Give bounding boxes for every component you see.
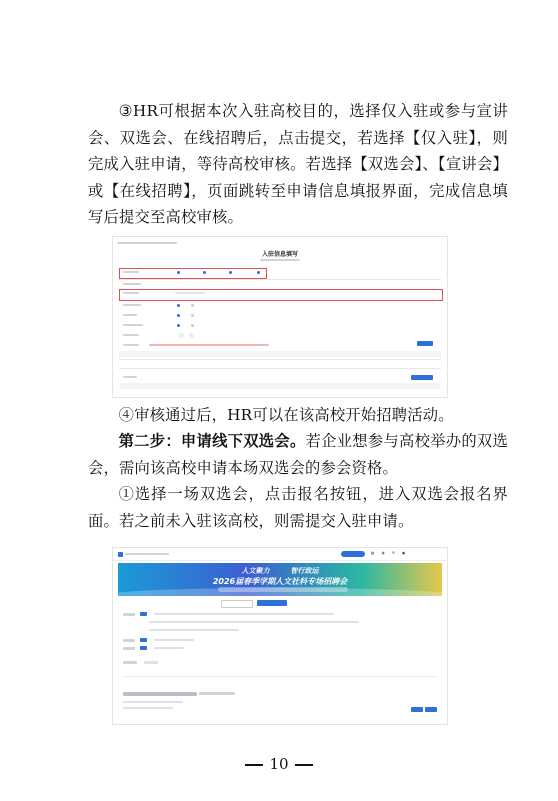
radio-icon[interactable]	[177, 271, 180, 274]
row-field-1	[119, 280, 441, 289]
banner-slogan: 人文聚力 智行致远	[241, 567, 319, 575]
add-participant-button[interactable]	[411, 375, 433, 380]
radio-icon[interactable]	[229, 271, 232, 274]
form-title: 入驻信息填写	[261, 251, 298, 258]
paragraph-step4-text: ④审核通过后，HR可以在该高校开始招聘活动。	[118, 406, 454, 424]
row-purpose	[119, 268, 441, 277]
tab-1[interactable]	[221, 600, 253, 608]
filter-row-3	[123, 628, 437, 633]
avatar[interactable]: ●	[402, 551, 406, 555]
top-bar	[113, 548, 447, 561]
paragraph-step4	[88, 402, 508, 429]
form-subtitle	[113, 258, 447, 262]
row-upload	[119, 331, 441, 340]
register-button[interactable]	[411, 707, 423, 712]
row-note	[119, 341, 441, 350]
message-icon[interactable]: ✉	[391, 551, 395, 555]
paragraph-step3	[88, 98, 508, 231]
breadcrumb	[117, 240, 177, 245]
radio-icon[interactable]	[203, 271, 206, 274]
grid-icon[interactable]: ▦	[371, 551, 375, 555]
paragraph-second-step-text	[88, 428, 508, 481]
detail-button[interactable]	[425, 707, 437, 712]
radio-icon[interactable]	[257, 271, 260, 274]
filter-row-4	[123, 638, 437, 643]
header-icons	[371, 551, 405, 555]
add-button[interactable]	[417, 341, 433, 346]
row-radio-2	[119, 311, 441, 320]
list-tabs	[123, 660, 437, 665]
paragraph-select-fair-text: ①选择一场双选会，点击报名按钮，进入双选会报名界面。若之前未入驻该高校，则需提交入驻申请。	[88, 485, 508, 530]
second-step-heading: 第二步：申请线下双选会。	[118, 432, 306, 450]
second-step-body: 若企业想参与高校举办的双选会，需向该高校申请本场双选会的参会资格。	[88, 432, 508, 477]
fair-list-item[interactable]	[123, 676, 437, 719]
table-header	[119, 351, 441, 357]
site-logo	[118, 551, 169, 557]
paragraph-step3-text: ③HR可根据本次入驻高校目的，选择仅入驻或参与宣讲会、双选会、在线招聘后，点击提交，若选择【仅入驻】，则完成入驻申请，等待高校审核。若选择【双选会】、【宣讲会】或【在线招聘】，页面跳转至申请信息填报界面，完成信息填写后提交至高校审核。	[88, 102, 508, 226]
banner-subbar	[218, 587, 348, 592]
tab-2[interactable]	[257, 600, 287, 606]
filter-row-5	[123, 646, 437, 651]
row-radio-1	[119, 301, 441, 310]
paragraph-select-fair	[88, 481, 508, 534]
status-pill[interactable]	[341, 551, 365, 557]
screenshot-job-fair	[112, 547, 448, 725]
paragraph-second-step	[88, 428, 508, 481]
row-participants	[119, 373, 441, 382]
bell-icon[interactable]: ◉	[381, 551, 385, 555]
screenshot-entry-form	[112, 236, 448, 398]
banner-title: 2026届春季学期人文社科专场招聘会	[212, 577, 348, 586]
filter-row-1	[123, 612, 437, 617]
row-field-2	[119, 289, 441, 298]
row-radio-3	[119, 321, 441, 330]
fair-banner	[118, 563, 442, 596]
table-header-2	[119, 383, 441, 389]
filter-row-2	[123, 620, 437, 625]
page-number: 10	[0, 755, 558, 773]
